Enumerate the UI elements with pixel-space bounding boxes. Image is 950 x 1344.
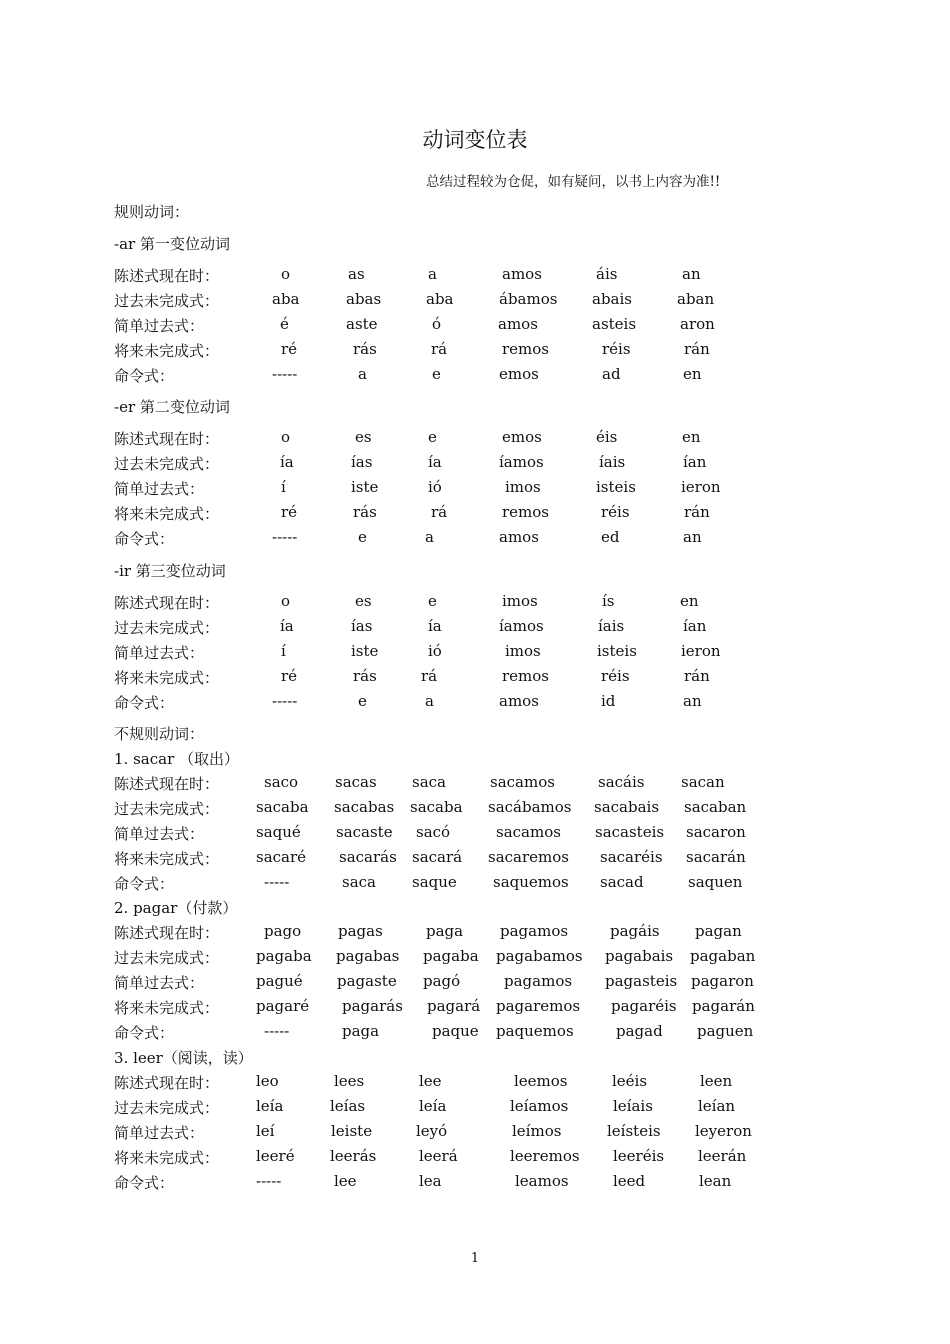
conjugation-form: pagaré bbox=[256, 997, 310, 1015]
conjugation-form: saca bbox=[412, 773, 446, 791]
conjugation-form: ré bbox=[281, 667, 298, 685]
tense-label: 陈述式现在时： bbox=[114, 1074, 220, 1092]
regular-tense-row bbox=[0, 528, 950, 550]
conjugation-form: amos bbox=[502, 265, 542, 283]
conjugation-form: ías bbox=[351, 453, 373, 471]
conjugation-form: rás bbox=[353, 503, 377, 521]
conjugation-form: an bbox=[683, 528, 702, 546]
conjugation-form: imos bbox=[505, 478, 541, 496]
conjugation-form: leí bbox=[256, 1122, 275, 1140]
conjugation-form: o bbox=[281, 265, 291, 283]
conjugation-form: pagaste bbox=[337, 972, 397, 990]
regular-tense-row bbox=[0, 265, 950, 287]
conjugation-form: emos bbox=[502, 428, 542, 446]
tense-label: 将来未完成式： bbox=[114, 999, 220, 1017]
conjugation-form: ían bbox=[683, 453, 707, 471]
conjugation-form: ----- bbox=[264, 873, 290, 891]
tense-label: 过去未完成式： bbox=[114, 1099, 220, 1117]
conjugation-form: sacaba bbox=[410, 798, 463, 816]
tense-label: 简单过去式： bbox=[114, 974, 205, 992]
conjugation-form: leamos bbox=[515, 1172, 569, 1190]
conjugation-form: amos bbox=[499, 692, 539, 710]
conjugation-form: íamos bbox=[499, 453, 544, 471]
tense-label: 陈述式现在时： bbox=[114, 775, 220, 793]
tense-label: 过去未完成式： bbox=[114, 800, 220, 818]
conjugation-form: é bbox=[280, 315, 289, 333]
conjugation-form: saca bbox=[342, 873, 376, 891]
irregular-tense-row bbox=[0, 848, 950, 870]
conjugation-form: paga bbox=[342, 1022, 380, 1040]
conjugation-form: ré bbox=[281, 340, 298, 358]
conjugation-form: paguen bbox=[697, 1022, 754, 1040]
conjugation-form: es bbox=[355, 592, 372, 610]
conjugation-form: remos bbox=[502, 667, 549, 685]
tense-label: 陈述式现在时： bbox=[114, 430, 220, 448]
conjugation-form: pagaréis bbox=[611, 997, 677, 1015]
conjugation-form: ió bbox=[428, 478, 442, 496]
conjugation-form: sacaron bbox=[686, 823, 746, 841]
conjugation-form: sacasteis bbox=[595, 823, 665, 841]
regular-tense-row bbox=[0, 503, 950, 525]
regular-tense-row bbox=[0, 692, 950, 714]
conjugation-form: ó bbox=[432, 315, 442, 333]
conjugation-form: en bbox=[683, 365, 702, 383]
conjugation-form: lea bbox=[419, 1172, 442, 1190]
conjugation-group-heading: -ir 第三变位动词 bbox=[114, 562, 226, 580]
conjugation-form: ían bbox=[683, 617, 707, 635]
conjugation-form: ía bbox=[280, 617, 294, 635]
regular-tense-row bbox=[0, 428, 950, 450]
conjugation-form: pagáis bbox=[610, 922, 660, 940]
tense-label: 命令式： bbox=[114, 1024, 175, 1042]
tense-label: 陈述式现在时： bbox=[114, 267, 220, 285]
conjugation-form: a bbox=[425, 528, 434, 546]
conjugation-form: iste bbox=[351, 478, 379, 496]
tense-label: 简单过去式： bbox=[114, 644, 205, 662]
conjugation-form: leyó bbox=[416, 1122, 448, 1140]
tense-label: 将来未完成式： bbox=[114, 1149, 220, 1167]
conjugation-form: réis bbox=[602, 340, 631, 358]
conjugation-form: ----- bbox=[272, 365, 298, 383]
tense-label: 将来未完成式： bbox=[114, 669, 220, 687]
conjugation-form: sacaré bbox=[256, 848, 307, 866]
tense-label: 陈述式现在时： bbox=[114, 594, 220, 612]
conjugation-form: o bbox=[281, 592, 291, 610]
conjugation-form: ía bbox=[428, 453, 442, 471]
regular-tense-row bbox=[0, 478, 950, 500]
conjugation-form: an bbox=[683, 692, 702, 710]
conjugation-form: amos bbox=[499, 528, 539, 546]
conjugation-form: saque bbox=[412, 873, 457, 891]
conjugation-form: ía bbox=[280, 453, 294, 471]
tense-label: 命令式： bbox=[114, 875, 175, 893]
conjugation-form: leeré bbox=[256, 1147, 295, 1165]
conjugation-form: pagarán bbox=[692, 997, 755, 1015]
irregular-verb-heading: 2. pagar（付款） bbox=[114, 899, 238, 917]
conjugation-form: leeréis bbox=[613, 1147, 665, 1165]
conjugation-form: pagad bbox=[616, 1022, 663, 1040]
conjugation-form: pagabas bbox=[336, 947, 400, 965]
tense-label: 简单过去式： bbox=[114, 317, 205, 335]
irregular-tense-row bbox=[0, 823, 950, 845]
conjugation-form: sacábamos bbox=[488, 798, 572, 816]
conjugation-form: isteis bbox=[597, 642, 637, 660]
irregular-tense-row bbox=[0, 972, 950, 994]
conjugation-form: pago bbox=[264, 922, 302, 940]
conjugation-form: sacará bbox=[412, 848, 463, 866]
tense-label: 命令式： bbox=[114, 530, 175, 548]
irregular-tense-row bbox=[0, 1022, 950, 1044]
irregular-tense-row bbox=[0, 773, 950, 795]
conjugation-form: aba bbox=[272, 290, 300, 308]
conjugation-form: imos bbox=[505, 642, 541, 660]
conjugation-form: sacan bbox=[681, 773, 725, 791]
conjugation-form: leía bbox=[419, 1097, 447, 1115]
conjugation-form: rá bbox=[421, 667, 438, 685]
conjugation-form: pagamos bbox=[500, 922, 569, 940]
conjugation-form: leeremos bbox=[510, 1147, 580, 1165]
conjugation-form: réis bbox=[601, 503, 630, 521]
conjugation-form: rá bbox=[431, 503, 448, 521]
conjugation-form: pagas bbox=[338, 922, 383, 940]
conjugation-form: ió bbox=[428, 642, 442, 660]
tense-label: 将来未完成式： bbox=[114, 850, 220, 868]
conjugation-form: pagaremos bbox=[496, 997, 581, 1015]
conjugation-form: leerás bbox=[330, 1147, 377, 1165]
conjugation-form: a bbox=[425, 692, 434, 710]
conjugation-form: e bbox=[432, 365, 441, 383]
conjugation-form: leísteis bbox=[607, 1122, 661, 1140]
conjugation-form: sacaste bbox=[336, 823, 393, 841]
irregular-tense-row bbox=[0, 997, 950, 1019]
conjugation-form: pagará bbox=[427, 997, 481, 1015]
regular-tense-row bbox=[0, 453, 950, 475]
regular-tense-row bbox=[0, 340, 950, 362]
irregular-tense-row bbox=[0, 1072, 950, 1094]
conjugation-form: sacad bbox=[600, 873, 644, 891]
conjugation-form: leerá bbox=[419, 1147, 458, 1165]
conjugation-form: paquemos bbox=[496, 1022, 574, 1040]
author-note: 总结过程较为仓促，如有疑问，以书上内容为准!! bbox=[426, 174, 721, 190]
conjugation-form: pagasteis bbox=[605, 972, 678, 990]
conjugation-form: amos bbox=[498, 315, 538, 333]
conjugation-form: ----- bbox=[272, 528, 298, 546]
conjugation-form: leías bbox=[330, 1097, 366, 1115]
conjugation-form: íais bbox=[599, 453, 626, 471]
conjugation-form: pagué bbox=[256, 972, 303, 990]
conjugation-form: pagabamos bbox=[496, 947, 583, 965]
page-title: 动词变位表 bbox=[422, 128, 528, 152]
conjugation-group-heading: -er 第二变位动词 bbox=[114, 398, 230, 416]
conjugation-form: pagaron bbox=[691, 972, 754, 990]
conjugation-form: leiste bbox=[331, 1122, 373, 1140]
conjugation-form: lee bbox=[419, 1072, 442, 1090]
conjugation-form: a bbox=[358, 365, 367, 383]
regular-tense-row bbox=[0, 592, 950, 614]
irregular-tense-row bbox=[0, 798, 950, 820]
conjugation-form: remos bbox=[502, 340, 549, 358]
conjugation-form: leíamos bbox=[510, 1097, 569, 1115]
tense-label: 过去未完成式： bbox=[114, 949, 220, 967]
conjugation-form: íamos bbox=[499, 617, 544, 635]
conjugation-form: rán bbox=[684, 667, 710, 685]
conjugation-form: leían bbox=[698, 1097, 736, 1115]
conjugation-form: rán bbox=[684, 503, 710, 521]
tense-label: 将来未完成式： bbox=[114, 505, 220, 523]
irregular-tense-row bbox=[0, 922, 950, 944]
tense-label: 过去未完成式： bbox=[114, 292, 220, 310]
tense-label: 简单过去式： bbox=[114, 480, 205, 498]
conjugation-form: sacarán bbox=[686, 848, 746, 866]
conjugation-form: isteis bbox=[596, 478, 636, 496]
conjugation-form: en bbox=[682, 428, 701, 446]
conjugation-form: lees bbox=[334, 1072, 365, 1090]
irregular-verbs-heading: 不规则动词： bbox=[114, 725, 205, 743]
conjugation-form: ad bbox=[602, 365, 621, 383]
page-number: 1 bbox=[470, 1251, 480, 1266]
conjugation-form: an bbox=[682, 265, 701, 283]
conjugation-form: sacamos bbox=[490, 773, 555, 791]
conjugation-form: remos bbox=[502, 503, 549, 521]
conjugation-form: aba bbox=[426, 290, 454, 308]
conjugation-form: leo bbox=[256, 1072, 279, 1090]
conjugation-form: lee bbox=[334, 1172, 357, 1190]
irregular-tense-row bbox=[0, 873, 950, 895]
conjugation-form: e bbox=[358, 692, 367, 710]
conjugation-form: ábamos bbox=[499, 290, 558, 308]
conjugation-form: iste bbox=[351, 642, 379, 660]
irregular-verb-heading: 3. leer（阅读，读） bbox=[114, 1049, 253, 1067]
conjugation-form: sacas bbox=[335, 773, 377, 791]
conjugation-form: leerán bbox=[698, 1147, 747, 1165]
conjugation-form: abas bbox=[346, 290, 382, 308]
conjugation-form: emos bbox=[499, 365, 539, 383]
conjugation-form: sacáis bbox=[598, 773, 645, 791]
conjugation-form: es bbox=[355, 428, 372, 446]
conjugation-form: rán bbox=[684, 340, 710, 358]
conjugation-form: áis bbox=[596, 265, 618, 283]
conjugation-form: ías bbox=[351, 617, 373, 635]
conjugation-form: leemos bbox=[514, 1072, 568, 1090]
conjugation-form: leen bbox=[700, 1072, 733, 1090]
conjugation-form: sacaban bbox=[684, 798, 747, 816]
conjugation-form: ----- bbox=[264, 1022, 290, 1040]
conjugation-form: ieron bbox=[681, 478, 721, 496]
irregular-tense-row bbox=[0, 947, 950, 969]
conjugation-form: ís bbox=[602, 592, 615, 610]
tense-label: 命令式： bbox=[114, 1174, 175, 1192]
conjugation-form: rás bbox=[353, 340, 377, 358]
conjugation-form: e bbox=[428, 592, 437, 610]
conjugation-form: en bbox=[680, 592, 699, 610]
conjugation-form: imos bbox=[502, 592, 538, 610]
conjugation-form: pagaba bbox=[423, 947, 479, 965]
tense-label: 过去未完成式： bbox=[114, 455, 220, 473]
regular-tense-row bbox=[0, 617, 950, 639]
conjugation-form: sacaba bbox=[256, 798, 309, 816]
conjugation-form: sacó bbox=[416, 823, 451, 841]
regular-tense-row bbox=[0, 642, 950, 664]
tense-label: 简单过去式： bbox=[114, 1124, 205, 1142]
irregular-tense-row bbox=[0, 1097, 950, 1119]
conjugation-form: rá bbox=[431, 340, 448, 358]
conjugation-form: ed bbox=[601, 528, 620, 546]
conjugation-form: rás bbox=[353, 667, 377, 685]
conjugation-form: leía bbox=[256, 1097, 284, 1115]
conjugation-form: paque bbox=[432, 1022, 479, 1040]
conjugation-form: leímos bbox=[512, 1122, 562, 1140]
irregular-verb-heading: 1. sacar （取出） bbox=[114, 750, 240, 768]
irregular-tense-row bbox=[0, 1147, 950, 1169]
conjugation-form: pagó bbox=[423, 972, 461, 990]
tense-label: 将来未完成式： bbox=[114, 342, 220, 360]
conjugation-form: aban bbox=[677, 290, 715, 308]
conjugation-form: í bbox=[281, 642, 286, 660]
conjugation-form: leíais bbox=[613, 1097, 653, 1115]
conjugation-form: pagarás bbox=[342, 997, 403, 1015]
conjugation-form: sacarás bbox=[339, 848, 397, 866]
regular-tense-row bbox=[0, 667, 950, 689]
conjugation-form: saquen bbox=[688, 873, 743, 891]
conjugation-form: réis bbox=[601, 667, 630, 685]
conjugation-form: leyeron bbox=[695, 1122, 752, 1140]
conjugation-form: í bbox=[281, 478, 286, 496]
conjugation-form: asteis bbox=[592, 315, 637, 333]
tense-label: 命令式： bbox=[114, 367, 175, 385]
conjugation-form: ----- bbox=[272, 692, 298, 710]
conjugation-form: abais bbox=[592, 290, 632, 308]
conjugation-form: sacaréis bbox=[600, 848, 663, 866]
conjugation-form: saqué bbox=[256, 823, 301, 841]
conjugation-form: aron bbox=[680, 315, 715, 333]
conjugation-form: sacabas bbox=[334, 798, 395, 816]
regular-verbs-heading: 规则动词： bbox=[114, 203, 190, 221]
conjugation-form: leéis bbox=[612, 1072, 648, 1090]
conjugation-form: a bbox=[428, 265, 437, 283]
conjugation-form: pagan bbox=[695, 922, 742, 940]
conjugation-form: e bbox=[358, 528, 367, 546]
regular-tense-row bbox=[0, 290, 950, 312]
conjugation-form: éis bbox=[596, 428, 618, 446]
tense-label: 简单过去式： bbox=[114, 825, 205, 843]
regular-tense-row bbox=[0, 315, 950, 337]
conjugation-form: ieron bbox=[681, 642, 721, 660]
conjugation-form: pagamos bbox=[504, 972, 573, 990]
conjugation-form: lean bbox=[699, 1172, 732, 1190]
irregular-tense-row bbox=[0, 1172, 950, 1194]
irregular-tense-row bbox=[0, 1122, 950, 1144]
tense-label: 陈述式现在时： bbox=[114, 924, 220, 942]
conjugation-form: id bbox=[601, 692, 616, 710]
conjugation-form: pagaba bbox=[256, 947, 312, 965]
conjugation-form: ré bbox=[281, 503, 298, 521]
tense-label: 命令式： bbox=[114, 694, 175, 712]
conjugation-form: saquemos bbox=[493, 873, 569, 891]
conjugation-form: paga bbox=[426, 922, 464, 940]
conjugation-form: pagabais bbox=[605, 947, 674, 965]
conjugation-form: leed bbox=[613, 1172, 646, 1190]
tense-label: 过去未完成式： bbox=[114, 619, 220, 637]
conjugation-form: sacaremos bbox=[488, 848, 569, 866]
conjugation-form: pagaban bbox=[690, 947, 756, 965]
conjugation-form: as bbox=[348, 265, 365, 283]
conjugation-form: e bbox=[428, 428, 437, 446]
conjugation-form: o bbox=[281, 428, 291, 446]
conjugation-form: sacabais bbox=[594, 798, 660, 816]
conjugation-group-heading: -ar 第一变位动词 bbox=[114, 235, 230, 253]
regular-tense-row bbox=[0, 365, 950, 387]
conjugation-form: ía bbox=[428, 617, 442, 635]
conjugation-form: íais bbox=[598, 617, 625, 635]
conjugation-form: ----- bbox=[256, 1172, 282, 1190]
conjugation-form: aste bbox=[346, 315, 378, 333]
conjugation-form: sacamos bbox=[496, 823, 561, 841]
conjugation-form: saco bbox=[264, 773, 299, 791]
